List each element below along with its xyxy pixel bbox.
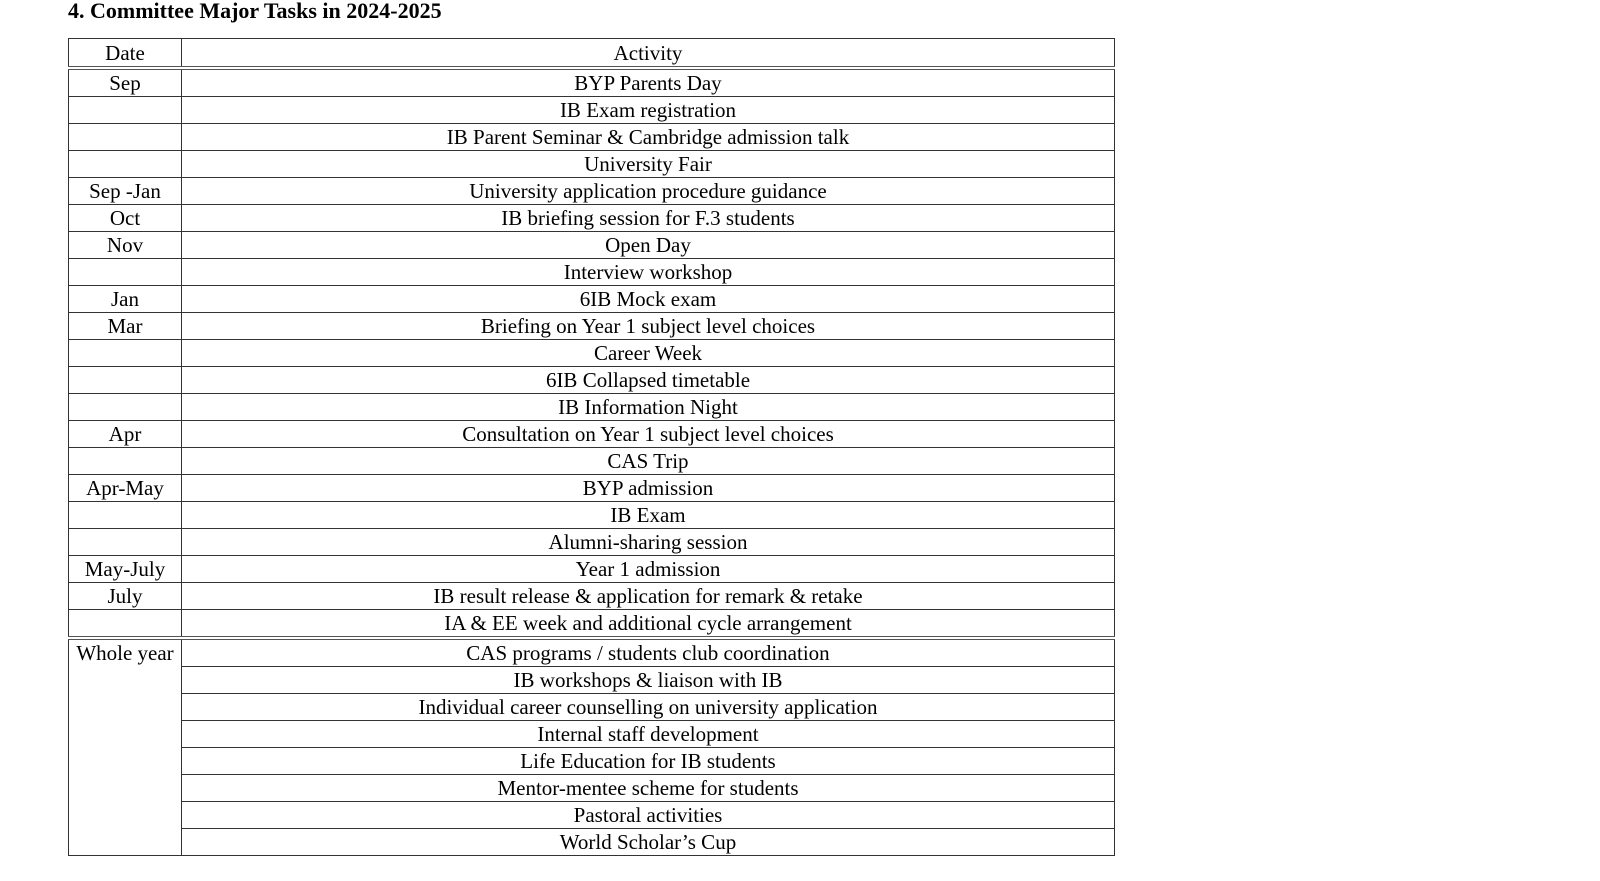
activity-cell: Briefing on Year 1 subject level choices — [182, 313, 1115, 340]
date-cell — [69, 502, 182, 529]
activity-cell: Alumni-sharing session — [182, 529, 1115, 556]
table-row — [69, 68, 1115, 97]
activity-cell: IA & EE week and additional cycle arrangement — [182, 610, 1115, 639]
activity-cell: University application procedure guidance — [182, 178, 1115, 205]
table-row — [69, 259, 1115, 286]
activity-cell: IB briefing session for F.3 students — [182, 205, 1115, 232]
table-row — [69, 124, 1115, 151]
table-row — [69, 694, 1115, 721]
activity-column-header: Activity — [182, 39, 1115, 69]
table-row — [69, 232, 1115, 259]
date-cell — [69, 124, 182, 151]
date-cell — [69, 259, 182, 286]
activity-cell: Mentor-mentee scheme for students — [182, 775, 1115, 802]
table-row — [69, 638, 1115, 667]
activity-cell: World Scholar’s Cup — [182, 829, 1115, 856]
table-row — [69, 802, 1115, 829]
activity-cell: Year 1 admission — [182, 556, 1115, 583]
activity-cell: Internal staff development — [182, 721, 1115, 748]
date-cell — [69, 97, 182, 124]
activity-cell: Individual career counselling on university application — [182, 694, 1115, 721]
table-row — [69, 610, 1115, 639]
table-row — [69, 340, 1115, 367]
date-cell — [69, 448, 182, 475]
table-row — [69, 583, 1115, 610]
activity-cell: Pastoral activities — [182, 802, 1115, 829]
table-row — [69, 205, 1115, 232]
section-heading: 4. Committee Major Tasks in 2024-2025 — [68, 0, 442, 23]
table-row — [69, 421, 1115, 448]
activity-cell: CAS programs / students club coordination — [182, 638, 1115, 667]
date-cell — [69, 394, 182, 421]
date-cell: Mar — [69, 313, 182, 340]
activity-cell: CAS Trip — [182, 448, 1115, 475]
date-cell — [69, 340, 182, 367]
date-cell: July — [69, 583, 182, 610]
table-row — [69, 529, 1115, 556]
table-row — [69, 394, 1115, 421]
activity-cell: Interview workshop — [182, 259, 1115, 286]
date-cell: Sep — [69, 68, 182, 97]
activity-cell: IB result release & application for remark & retake — [182, 583, 1115, 610]
table-row — [69, 367, 1115, 394]
date-cell — [69, 610, 182, 639]
activity-cell: Life Education for IB students — [182, 748, 1115, 775]
table-row — [69, 313, 1115, 340]
activity-cell: BYP Parents Day — [182, 68, 1115, 97]
table-row — [69, 178, 1115, 205]
table-row — [69, 721, 1115, 748]
table-row — [69, 502, 1115, 529]
activity-cell: IB Exam registration — [182, 97, 1115, 124]
activity-cell: Career Week — [182, 340, 1115, 367]
activity-cell: 6IB Mock exam — [182, 286, 1115, 313]
table-row — [69, 748, 1115, 775]
activity-cell: Consultation on Year 1 subject level choices — [182, 421, 1115, 448]
date-cell: Jan — [69, 286, 182, 313]
table-row — [69, 475, 1115, 502]
date-cell — [69, 151, 182, 178]
activity-cell: IB Exam — [182, 502, 1115, 529]
table-row — [69, 775, 1115, 802]
date-column-header: Date — [69, 39, 182, 69]
table-row — [69, 286, 1115, 313]
table-row — [69, 556, 1115, 583]
date-cell: May-July — [69, 556, 182, 583]
table-row — [69, 97, 1115, 124]
date-cell — [69, 367, 182, 394]
table-row — [69, 829, 1115, 856]
date-cell — [69, 529, 182, 556]
activity-cell: Open Day — [182, 232, 1115, 259]
date-cell: Oct — [69, 205, 182, 232]
table-header-row — [69, 39, 1115, 69]
table-row — [69, 667, 1115, 694]
tasks-table — [68, 38, 1115, 856]
table-row — [69, 151, 1115, 178]
date-cell: Apr — [69, 421, 182, 448]
activity-cell: IB Parent Seminar & Cambridge admission talk — [182, 124, 1115, 151]
activity-cell: BYP admission — [182, 475, 1115, 502]
activity-cell: IB Information Night — [182, 394, 1115, 421]
table-row — [69, 448, 1115, 475]
date-cell: Sep -Jan — [69, 178, 182, 205]
activity-cell: 6IB Collapsed timetable — [182, 367, 1115, 394]
date-cell: Apr-May — [69, 475, 182, 502]
activity-cell: University Fair — [182, 151, 1115, 178]
whole-year-date-cell: Whole year — [69, 638, 182, 856]
date-cell: Nov — [69, 232, 182, 259]
activity-cell: IB workshops & liaison with IB — [182, 667, 1115, 694]
